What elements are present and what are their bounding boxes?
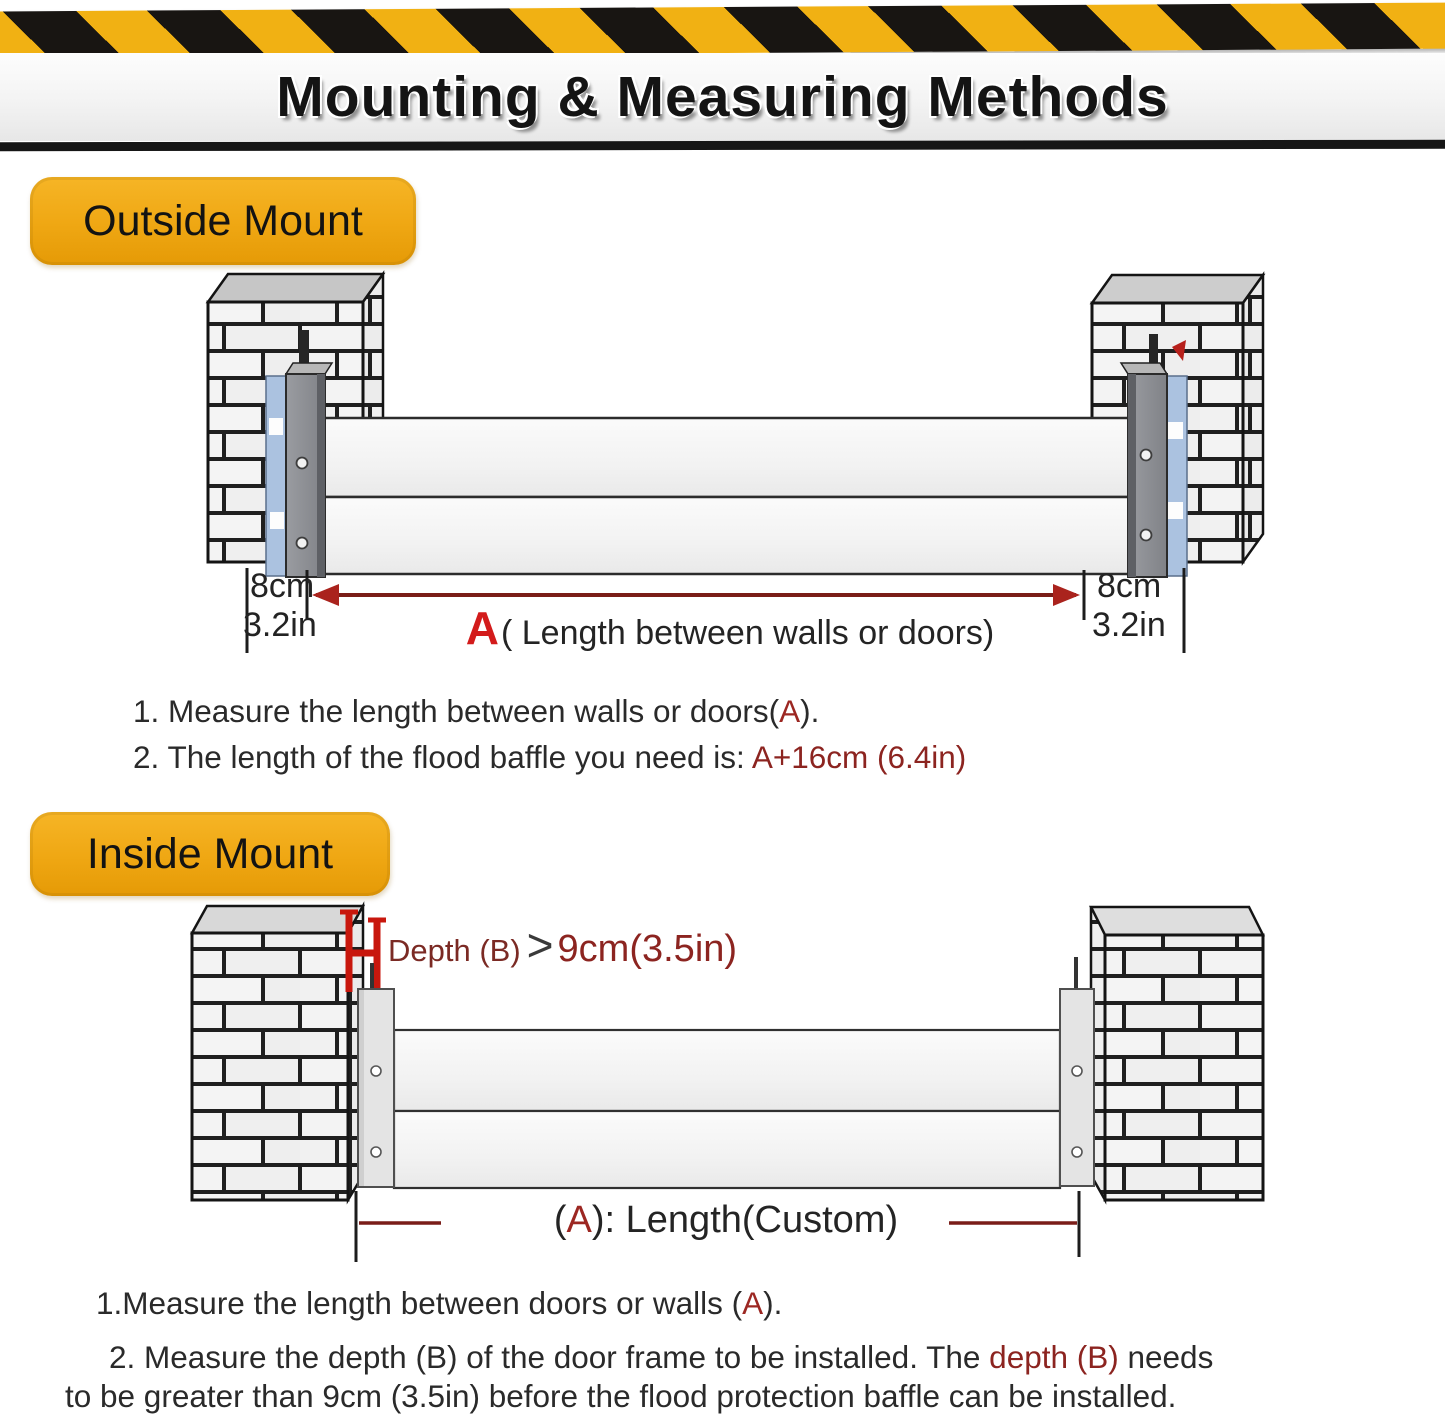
step-text-end: ).	[763, 1285, 783, 1321]
dimension-label-text: ( Length between walls or doors)	[500, 614, 995, 652]
left-offset-inch: 3.2in	[243, 606, 317, 644]
right-mounting-channel	[1060, 989, 1094, 1186]
page-title: Mounting & Measuring Methods	[276, 65, 1169, 129]
inside-step-2	[109, 1339, 1213, 1376]
right-offset-inch: 3.2in	[1092, 606, 1166, 644]
step-letter-a: A	[779, 693, 801, 729]
length-dimension-label	[476, 1199, 976, 1242]
title-divider	[0, 140, 1445, 152]
left-mounting-channel	[286, 363, 332, 577]
inside-mount-badge: Inside Mount	[30, 812, 390, 896]
dimension-letter-a: A	[566, 1199, 592, 1241]
depth-label: Depth (B)	[388, 933, 521, 968]
flood-baffle-panels	[308, 418, 1140, 574]
outside-step-1	[133, 693, 819, 730]
greater-than-sign: >	[526, 919, 554, 971]
depth-note	[388, 918, 737, 972]
right-anchor-bolt	[1074, 957, 1078, 989]
step-letter-a: A	[742, 1285, 764, 1321]
flood-baffle-panels	[394, 1030, 1060, 1188]
step-formula: A+16cm (6.4in)	[751, 739, 967, 775]
left-mounting-channel	[358, 989, 394, 1187]
outside-mount-badge: Outside Mount	[30, 177, 416, 265]
inside-step-1	[96, 1285, 782, 1322]
step-text-end: needs	[1118, 1339, 1214, 1375]
title-band	[0, 53, 1445, 141]
outside-step-2	[133, 739, 966, 776]
left-brick-pillar	[192, 906, 363, 1200]
step-text: 1.Measure the length between doors or walls (	[96, 1285, 743, 1321]
left-anchor-bolt	[370, 963, 374, 989]
right-offset-cm: 8cm	[1097, 567, 1162, 605]
step-text: 2. The length of the flood baffle you need is:	[133, 739, 752, 775]
right-brick-pillar	[1091, 907, 1263, 1200]
span-dimension-label	[330, 601, 1130, 655]
step-text: 2. Measure the depth (B) of the door frame to be installed. The	[109, 1339, 990, 1375]
step-text-end: ).	[800, 693, 820, 729]
right-seal-strip	[1165, 376, 1187, 576]
dimension-letter-a: A	[465, 602, 499, 654]
left-seal-strip	[266, 376, 287, 576]
caution-tape-stripe	[0, 2, 1445, 57]
depth-value: 9cm(3.5in)	[557, 928, 738, 970]
inside-step-2-continued: to be greater than 9cm (3.5in) before the flood protection baffle can be installed.	[65, 1378, 1177, 1414]
left-offset-cm: 8cm	[250, 567, 315, 605]
step-text: 1. Measure the length between walls or doors(	[133, 693, 780, 729]
dimension-label-text: ): Length(Custom)	[591, 1199, 899, 1241]
paren-open: (	[553, 1199, 567, 1241]
step-highlight: depth (B)	[989, 1339, 1119, 1375]
